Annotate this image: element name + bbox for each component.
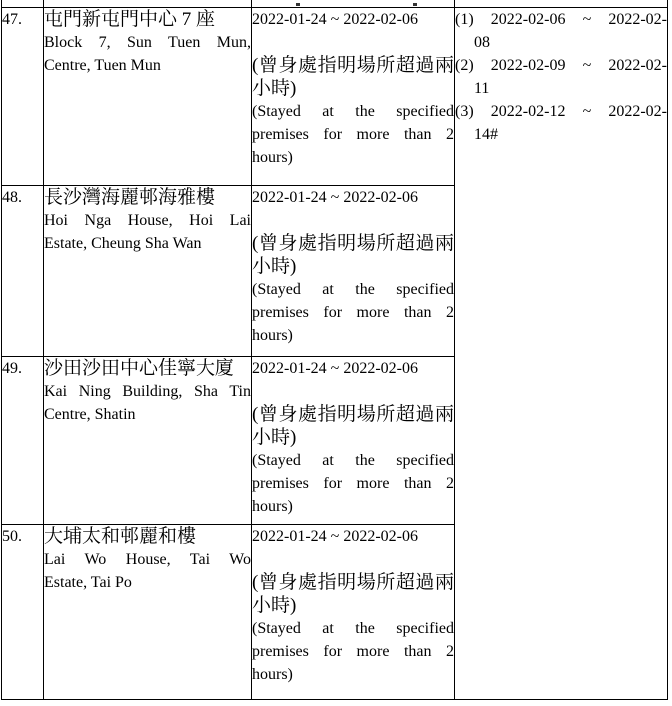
row-number: 49.	[2, 360, 22, 377]
note-en: (Stayed at the specified	[252, 620, 454, 637]
note-zh: (曾身處指明場所超過兩	[252, 233, 454, 254]
period-range: 2022-01-24 ~ 2022-02-06	[252, 528, 418, 545]
premises-name-en: Centre, Tuen Mun	[44, 57, 161, 74]
note-en: (Stayed at the specified	[252, 281, 454, 298]
test-date-range: (3) 2022-02-12 ~ 2022-02-	[455, 103, 667, 120]
note-zh: 小時)	[252, 595, 297, 616]
note-zh: (曾身處指明場所超過兩	[252, 404, 454, 425]
premises-name-zh: 大埔太和邨麗和樓	[44, 526, 197, 547]
clipped-cell	[44, 0, 252, 8]
clipped-text-fragment	[296, 3, 300, 6]
test-date-range-cont: 08	[474, 34, 490, 51]
period-cell	[252, 8, 455, 186]
test-date-item	[455, 100, 667, 146]
period-range: 2022-01-24 ~ 2022-02-06	[252, 360, 418, 377]
blank-line	[252, 548, 454, 571]
row-number: 50.	[2, 528, 22, 545]
note-en: hours)	[252, 149, 293, 166]
clipped-text-fragment	[413, 3, 417, 6]
note-en: (Stayed at the specified	[252, 452, 454, 469]
premises-name-en: Block 7, Sun Tuen Mun,	[44, 34, 251, 51]
premises-name-zh: 沙田沙田中心佳寧大廈	[44, 358, 235, 379]
premises-name-en: Hoi Nga House, Hoi Lai	[44, 212, 251, 229]
clipped-previous-row	[2, 0, 668, 8]
premises-cell	[44, 8, 252, 186]
note-en: premises for more than 2	[252, 304, 454, 321]
note-en: (Stayed at the specified	[252, 103, 454, 120]
note-en: premises for more than 2	[252, 475, 454, 492]
premises-name-zh: 長沙灣海麗邨海雅樓	[44, 187, 216, 208]
period-range: 2022-01-24 ~ 2022-02-06	[252, 189, 418, 206]
premises-cell	[44, 357, 252, 525]
note-zh: 小時)	[252, 78, 297, 99]
period-cell	[252, 357, 455, 525]
note-en: hours)	[252, 327, 293, 344]
blank-line	[252, 380, 454, 403]
premises-name-en: Estate, Cheung Sha Wan	[44, 235, 202, 252]
period-cell	[252, 525, 455, 700]
row-number-cell	[2, 8, 44, 186]
note-en: hours)	[252, 666, 293, 683]
row-number-cell	[2, 525, 44, 700]
note-zh: 小時)	[252, 256, 297, 277]
premises-name-zh: 屯門新屯門中心 7 座	[44, 9, 216, 30]
test-date-item	[455, 54, 667, 100]
note-en: hours)	[252, 498, 293, 515]
test-date-item	[455, 8, 667, 54]
premises-name-en: Kai Ning Building, Sha Tin	[44, 383, 251, 400]
note-zh: (曾身處指明場所超過兩	[252, 572, 454, 593]
note-en: premises for more than 2	[252, 643, 454, 660]
row-number: 48.	[2, 189, 22, 206]
test-date-range-cont: 14#	[474, 126, 498, 143]
premises-table	[1, 0, 668, 700]
premises-cell	[44, 186, 252, 357]
clipped-cell	[2, 0, 44, 8]
period-range: 2022-01-24 ~ 2022-02-06	[252, 11, 418, 28]
row-number-cell	[2, 186, 44, 357]
note-zh: (曾身處指明場所超過兩	[252, 55, 454, 76]
blank-line	[252, 31, 454, 54]
note-zh: 小時)	[252, 427, 297, 448]
note-en: premises for more than 2	[252, 126, 454, 143]
test-dates-cell	[455, 8, 668, 700]
premises-name-en: Estate, Tai Po	[44, 574, 132, 591]
premises-name-en: Lai Wo House, Tai Wo	[44, 551, 251, 568]
test-date-range-cont: 11	[474, 80, 490, 97]
premises-cell	[44, 525, 252, 700]
premises-name-en: Centre, Shatin	[44, 406, 136, 423]
row-number: 47.	[2, 11, 22, 28]
test-date-range: (2) 2022-02-09 ~ 2022-02-	[455, 57, 667, 74]
clipped-cell	[252, 0, 455, 8]
period-cell	[252, 186, 455, 357]
test-date-range: (1) 2022-02-06 ~ 2022-02-	[455, 11, 667, 28]
blank-line	[252, 209, 454, 232]
clipped-cell	[455, 0, 668, 8]
table-row-47	[2, 8, 668, 186]
row-number-cell	[2, 357, 44, 525]
